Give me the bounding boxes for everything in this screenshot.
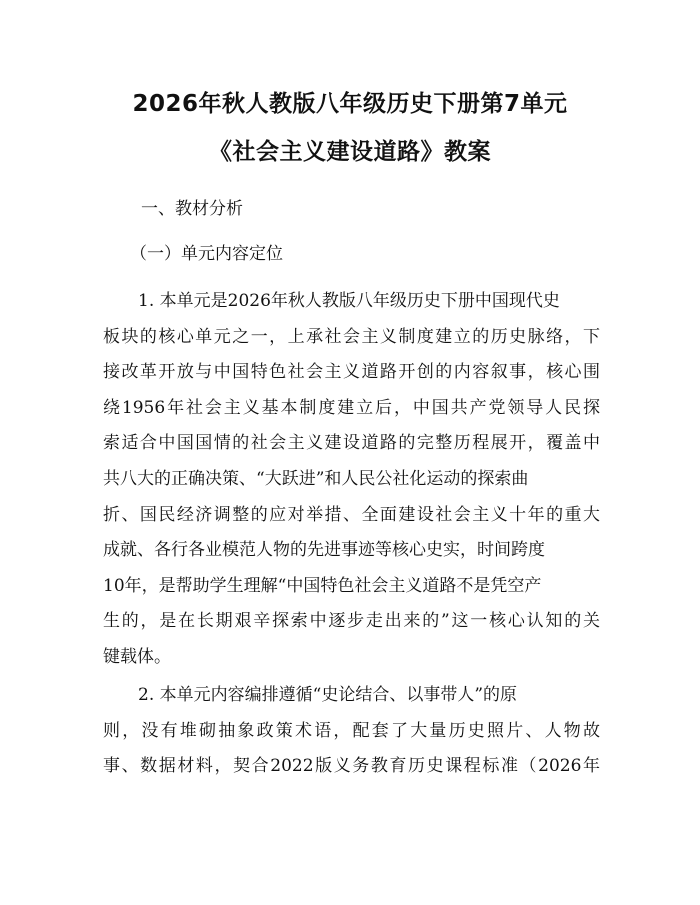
- document-title-line-2: 《社会主义建设道路》教案: [209, 139, 491, 165]
- document-title-line-1: 2026年秋人教版八年级历史下册第7单元: [132, 91, 568, 117]
- section-heading-analysis: 一、教材分析: [141, 199, 243, 219]
- paragraph-1-line: 折、国民经济调整的应对举措、全面建设社会主义十年的重大: [103, 504, 600, 525]
- paragraph-1-line: 键载体。: [103, 646, 171, 667]
- paragraph-1-line: 索适合中国国情的社会主义建设道路的完整历程展开，覆盖中: [103, 433, 600, 454]
- paragraph-1-line: 成就、各行各业模范人物的先进事迹等核心史实，时间跨度: [103, 540, 545, 561]
- paragraph-1-line: 板块的核心单元之一，上承社会主义制度建立的历史脉络，下: [103, 326, 600, 347]
- paragraph-2-line: 则，没有堆砌抽象政策术语，配套了大量历史照片、人物故: [103, 720, 600, 741]
- paragraph-1-line: 1. 本单元是2026年秋人教版八年级历史下册中国现代史: [138, 291, 560, 311]
- paragraph-1-line: 共八大的正确决策、“大跃进”和人民公社化运动的探索曲: [103, 468, 529, 489]
- paragraph-1-line: 10年，是帮助学生理解“中国特色社会主义道路不是凭空产: [103, 575, 542, 596]
- subsection-heading-positioning: （一）单元内容定位: [130, 244, 283, 264]
- paragraph-1-line: 绕1956年社会主义基本制度建立后，中国共产党领导人民探: [103, 397, 600, 418]
- paragraph-1-line: 生的，是在长期艰辛探索中逐步走出来的”这一核心认知的关: [103, 611, 600, 632]
- paragraph-2-line: 2. 本单元内容编排遵循“史论结合、以事带人”的原: [138, 685, 518, 705]
- paragraph-1-line: 接改革开放与中国特色社会主义道路开创的内容叙事，核心围: [103, 362, 600, 383]
- paragraph-2: [103, 678, 600, 785]
- paragraph-1: [103, 284, 600, 676]
- paragraph-2-line: 事、数据材料，契合2022版义务教育历史课程标准（2026年: [103, 756, 600, 777]
